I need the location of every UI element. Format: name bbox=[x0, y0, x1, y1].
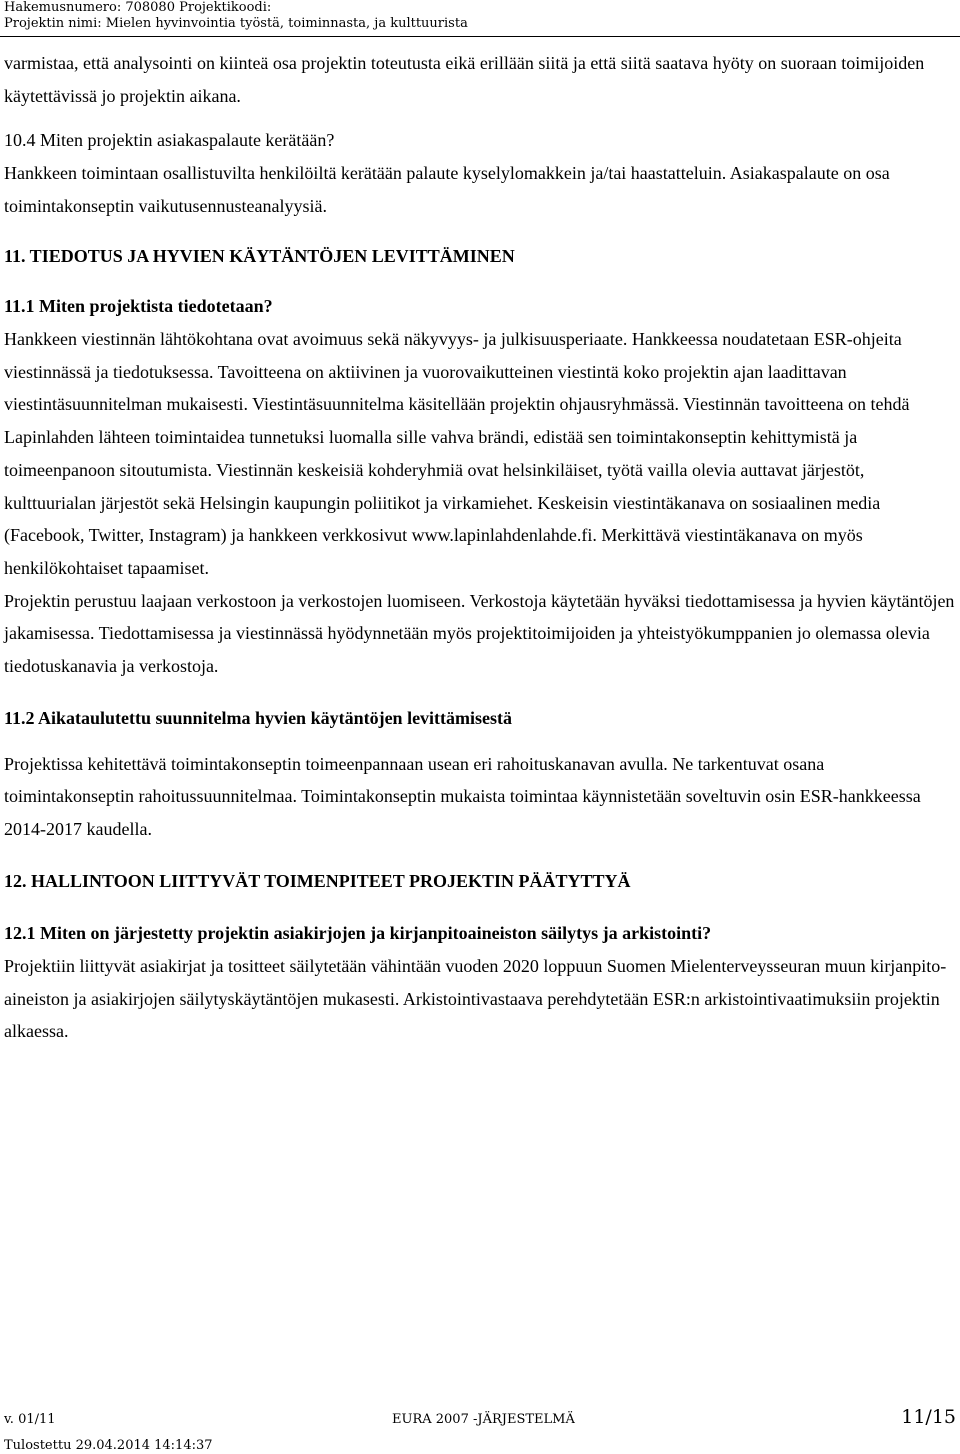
paragraph-12-1: Projektiin liittyvät asiakirjat ja tositteet säilytetään vähintään vuoden 2020 loppuun Suomen Mielenterveysseuran muun kirjanpito-aineiston ja asiakirjojen säilytyskäytäntöjen mukasesti. Arkistointivastaava perehdytetään ESR:n arkistointivaatimuksiin projektin alkaessa. bbox=[4, 955, 947, 1042]
footer-page-number: 11/15 bbox=[901, 1406, 956, 1428]
footer-version: v. 01/11 bbox=[4, 1412, 56, 1427]
header-project-name: Projektin nimi: Mielen hyvinvointia työstä, toiminnasta, ja kulttuurista bbox=[4, 16, 468, 31]
header-divider bbox=[0, 36, 960, 37]
header-application-number: Hakemusnumero: 708080 Projektikoodi: bbox=[4, 0, 272, 15]
document-body bbox=[4, 47, 956, 1048]
paragraph-10-4: Hankkeen toimintaan osallistuvilta henkilöiltä kerätään palaute kyselylomakkein ja/tai haastatteluin. Asiakaspalaute on osa toimintakonseptin vaikutusennusteanalyysiä. bbox=[4, 163, 890, 216]
paragraph-11-1-a: Hankkeen viestinnän lähtökohtana ovat avoimuus sekä näkyvyys- ja julkisuusperiaate. Hankkeessa noudatetaan ESR-ohjeita viestinnässä ja tiedotuksessa. Tavoitteena on aktiivinen ja vuorovaikutteinen viestintä koko projektin ajan laadittavan viestintäsuunnitelman mukaisesti. Viestintäsuunnitelma käsitellään projektin ohjausryhmässä. Viestinnän tavoitteena on tehdä Lapinlahden lähteen toimintaidea tunnetuksi luomalla sille vahva brändi, edistää sen toimintakonseptin kehittymistä ja toimeenpanoon sitoutumista. Viestinnän keskeisiä kohderyhmiä ovat helsinkiläiset, työtä vailla olevia auttavat järjestöt, kulttuurialan järjestöt sekä Helsingin kaupungin poliitikot ja virkamiehet. Keskeisin viestintäkanava on sosiaalinen media (Facebook, Twitter, Instagram) ja hankkeen verkkosivut www.lapinlahdenlahde.fi. Merkittävä viestintäkanava on myös henkilökohtaiset tapaamiset. bbox=[4, 329, 910, 578]
heading-12: 12. HALLINTOON LIITTYVÄT TOIMENPITEET PROJEKTIN PÄÄTYTTYÄ bbox=[4, 870, 631, 891]
paragraph-intro: varmistaa, että analysointi on kiinteä osa projektin toteutusta eikä erillään siitä ja että siitä saatava hyöty on suoraan toimijoiden käytettävissä jo projektin aikana. bbox=[4, 53, 925, 106]
heading-12-1: 12.1 Miten on järjestetty projektin asiakirjojen ja kirjanpitoaineiston säilytys ja arkistointi? bbox=[4, 922, 712, 943]
heading-11-2: 11.2 Aikataulutettu suunnitelma hyvien käytäntöjen levittämisestä bbox=[4, 707, 513, 728]
heading-11-1: 11.1 Miten projektista tiedotetaan? bbox=[4, 296, 273, 316]
heading-10-4: 10.4 Miten projektin asiakaspalaute kerätään? bbox=[4, 130, 335, 150]
paragraph-11-2: Projektissa kehitettävä toimintakonseptin toimeenpannaan usean eri rahoituskanavan avulla. Ne tarkentuvat osana toimintakonseptin rahoitussuunnitelmaa. Toimintakonseptin mukaista toimintaa käynnistetään soveltuvin osin ESR-hankkeessa 2014-2017 kaudella. bbox=[4, 753, 921, 840]
footer-system: EURA 2007 -JÄRJESTELMÄ bbox=[392, 1412, 575, 1427]
heading-11: 11. TIEDOTUS JA HYVIEN KÄYTÄNTÖJEN LEVITTÄMINEN bbox=[4, 246, 515, 266]
footer-print-timestamp: Tulostettu 29.04.2014 14:14:37 bbox=[4, 1438, 213, 1453]
paragraph-11-1-b: Projektin perustuu laajaan verkostoon ja verkostojen luomiseen. Verkostoja käytetään hyväksi tiedottamisessa ja hyvien käytäntöjen jakamisessa. Tiedottamisessa ja viestinnässä hyödynnetään myös projektitoimijoiden ja yhteistyökumppanien jo olemassa olevia tiedotuskanavia ja verkostoja. bbox=[4, 590, 955, 677]
